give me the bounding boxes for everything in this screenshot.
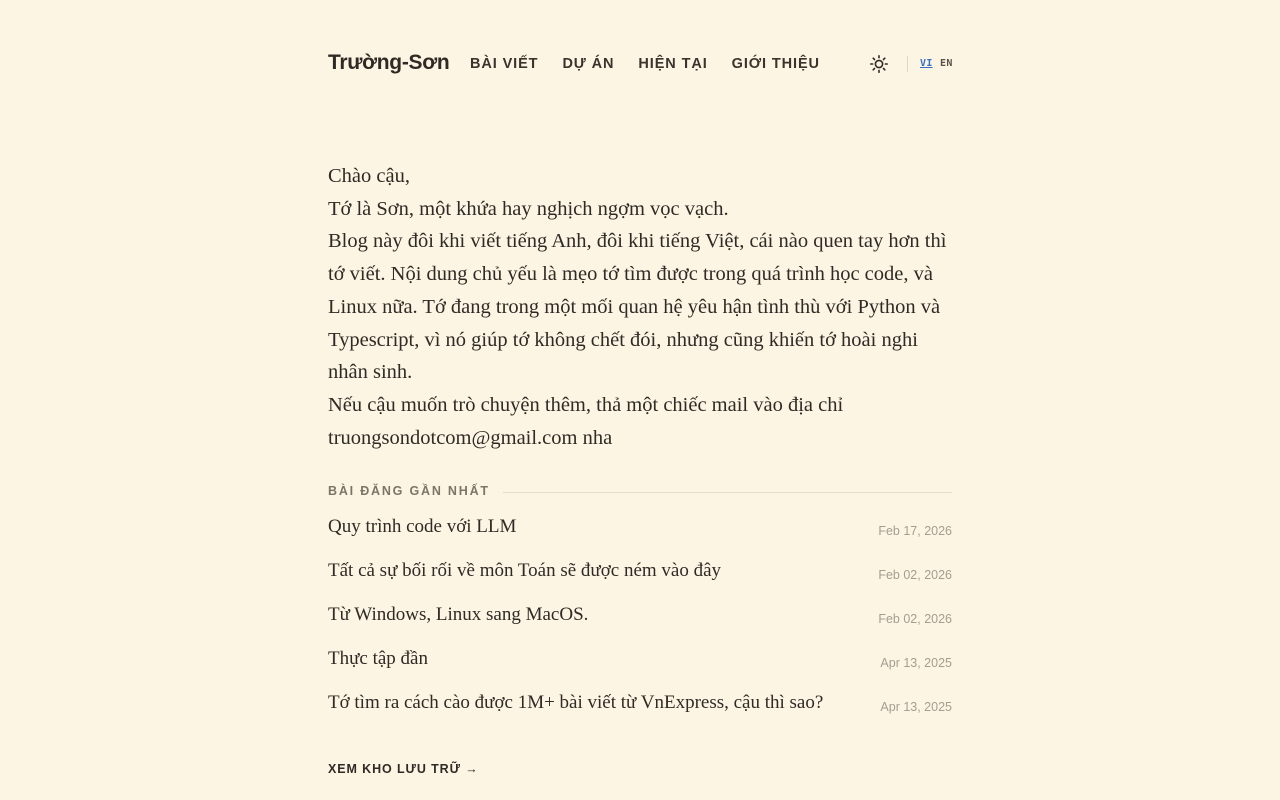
main-nav — [470, 56, 820, 72]
post-date: Feb 17, 2026 — [878, 524, 952, 538]
intro-greeting: Chào cậu, — [328, 165, 410, 187]
post-date: Feb 02, 2026 — [878, 568, 952, 582]
post-item[interactable] — [328, 684, 952, 728]
post-item[interactable] — [328, 508, 952, 552]
header-divider — [907, 56, 908, 72]
nav-item-now[interactable]: HIỆN TẠI — [638, 56, 708, 72]
site-title-link[interactable]: Trường-Sơn — [328, 51, 450, 74]
post-date: Apr 13, 2025 — [880, 656, 952, 670]
recent-posts-heading-row — [328, 484, 952, 500]
nav-item-about[interactable]: GIỚI THIỆU — [731, 56, 820, 72]
intro-line: Tớ là Sơn, một khứa hay nghịch ngợm vọc vạch. — [328, 197, 729, 220]
post-item[interactable] — [328, 640, 952, 684]
post-title[interactable]: Tớ tìm ra cách cào được 1M+ bài viết từ VnExpress, cậu thì sao? — [328, 692, 824, 713]
lang-en-link[interactable]: EN — [940, 58, 953, 69]
archive-link[interactable]: XEM KHO LƯU TRỮ → — [328, 762, 479, 776]
heading-rule — [503, 492, 952, 493]
intro-section — [328, 160, 952, 454]
nav-item-posts[interactable]: BÀI VIẾT — [470, 56, 539, 72]
post-date: Apr 13, 2025 — [880, 700, 952, 714]
intro-line: Blog này đôi khi viết tiếng Anh, đôi khi tiếng Việt, cái nào quen tay hơn thì tớ viết. Nội dung chủ yếu là mẹo tớ tìm được trong quá trình học code, và Linux nữa. Tớ đang trong một mối quan hệ yêu hận tình thù với Python và Typescript, vì nó giúp tớ không chết đói, nhưng cũng khiến tớ hoài nghi nhân sinh. — [328, 230, 947, 384]
post-title[interactable]: Tất cả sự bối rối về môn Toán sẽ được ném vào đây — [328, 560, 722, 581]
post-item[interactable] — [328, 596, 952, 640]
theme-toggle-button[interactable] — [869, 54, 889, 74]
post-item[interactable] — [328, 552, 952, 596]
intro-contact: Nếu cậu muốn trò chuyện thêm, thả một chiếc mail vào địa chỉ truongsondotcom@gmail.com nha — [328, 393, 844, 449]
recent-posts-heading: BÀI ĐĂNG GẦN NHẤT — [328, 484, 490, 498]
post-title[interactable]: Quy trình code với LLM — [328, 516, 517, 537]
recent-posts-list — [328, 508, 952, 728]
post-title[interactable]: Thực tập đần — [328, 648, 428, 669]
lang-vi-link[interactable]: VI — [920, 58, 933, 69]
post-title[interactable]: Từ Windows, Linux sang MacOS. — [328, 604, 589, 625]
site-header — [328, 48, 952, 80]
post-date: Feb 02, 2026 — [878, 612, 952, 626]
nav-item-projects[interactable]: DỰ ÁN — [562, 56, 615, 72]
sun-icon — [869, 54, 889, 74]
